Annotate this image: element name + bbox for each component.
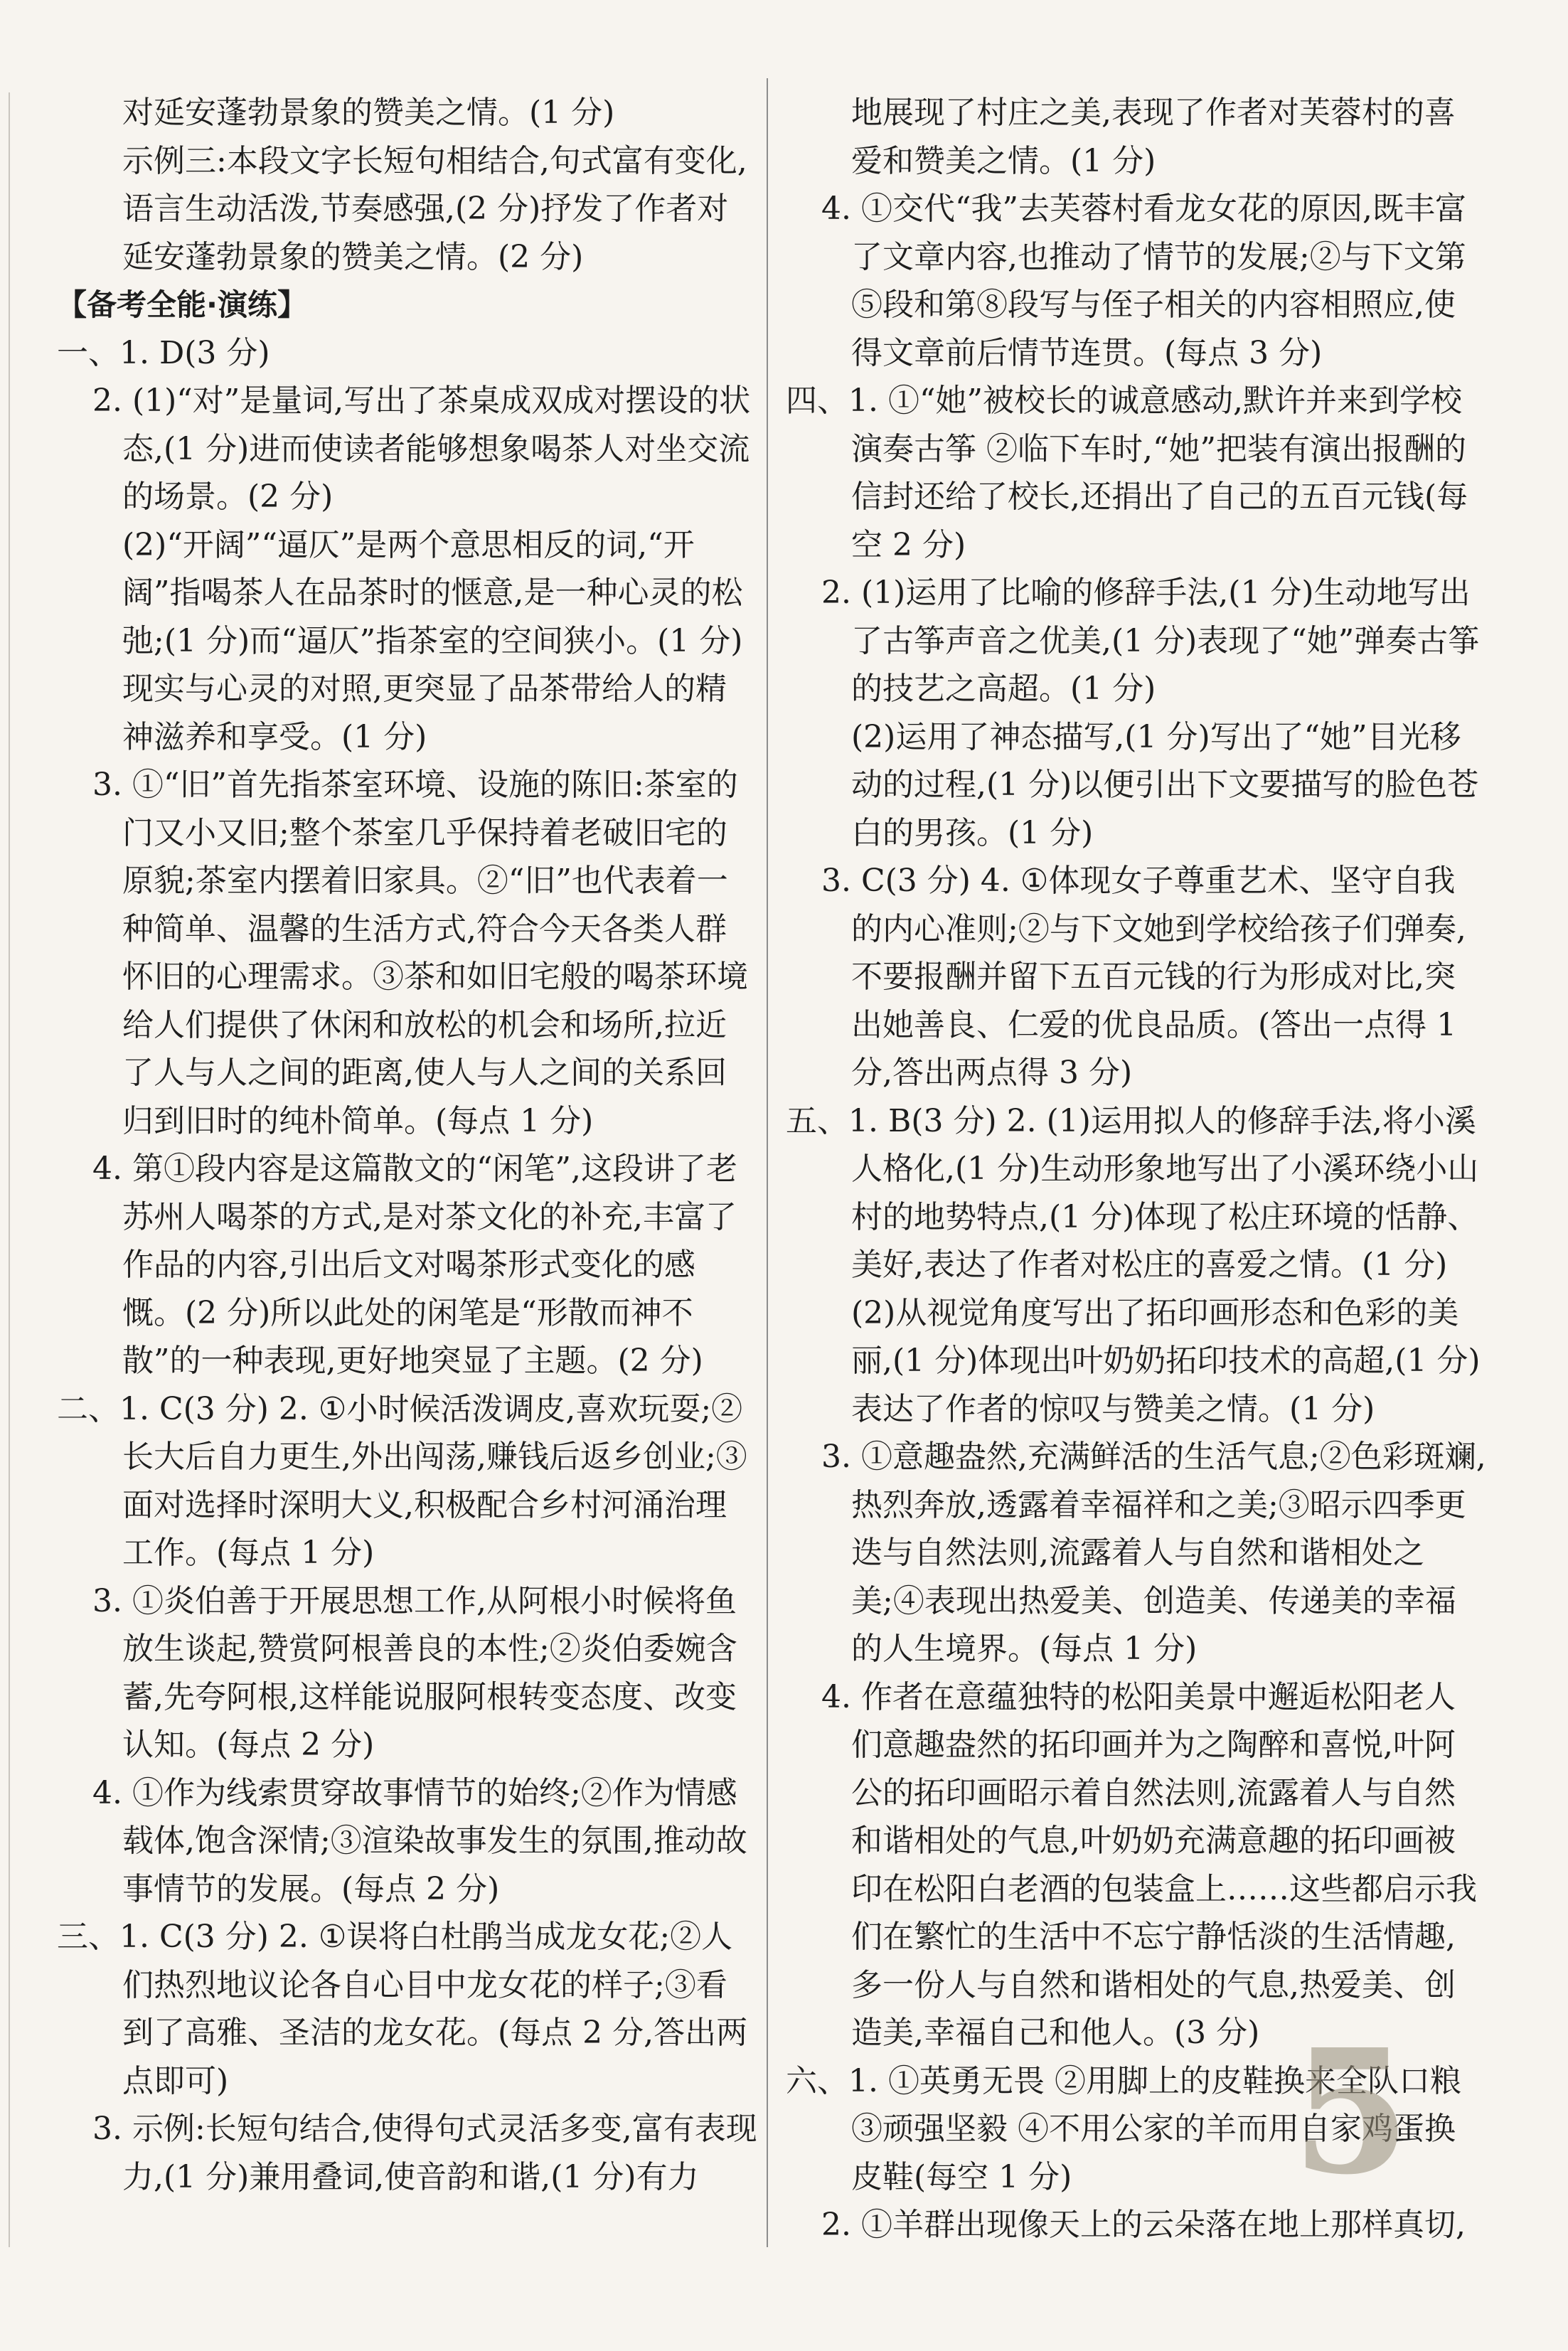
right-column [786, 89, 1486, 2249]
answer-paragraph: 五、1. B(3 分) 2. (1)运用拟人的修辞手法,将小溪人格化,(1 分)生动形象地写出了小溪环绕小山村的地势特点,(1 分)体现了松庄环境的恬静、美好,表达了作者对松庄的喜爱之情。(1 分) [786, 1102, 1479, 1283]
answer-paragraph: 2. (1)“对”是量词,写出了茶桌成双成对摆设的状态,(1 分)进而使读者能够想象喝茶人对坐交流的场景。(2 分) [92, 383, 751, 515]
answer-paragraph: 2. (1)运用了比喻的修辞手法,(1 分)生动地写出了古筝声音之优美,(1 分)表现了“她”弹奏古筝的技艺之高超。(1 分) [821, 575, 1480, 707]
answer-paragraph: 3. ①炎伯善于开展思想工作,从阿根小时候将鱼放生谈起,赞赏阿根善良的本性;②炎伯委婉含蓄,先夸阿根,这样能说服阿根转变态度、改变认知。(每点 2 分) [92, 1582, 737, 1763]
answer-paragraph: 4. ①交代“我”去芙蓉村看龙女花的原因,既丰富了文章内容,也推动了情节的发展;②与下文第⑤段和第⑧段写与侄子相关的内容相照应,使得文章前后情节连贯。(每点 3 分) [821, 191, 1466, 371]
page-edge-line [9, 92, 10, 2247]
answer-paragraph: 对延安蓬勃景象的赞美之情。(1 分) [122, 95, 615, 131]
answer-paragraph: (2)“开阔”“逼仄”是两个意思相反的词,“开阔”指喝茶人在品茶时的惬意,是一种心灵的松弛;(1 分)而“逼仄”指茶室的空间狭小。(1 分)现实与心灵的对照,更突显了品茶带给人的精神滋养和享受。(1 分) [122, 526, 743, 755]
answer-paragraph: 三、1. C(3 分) 2. ①误将白杜鹃当成龙女花;②人们热烈地议论各自心目中龙女花的样子;③看到了高雅、圣洁的龙女花。(每点 2 分,答出两点即可) [57, 1919, 748, 2099]
answer-paragraph: (2)运用了神态描写,(1 分)写出了“她”目光移动的过程,(1 分)以便引出下文要描写的脸色苍白的男孩。(1 分) [851, 718, 1479, 851]
answer-paragraph: 示例三:本段文字长短句相结合,句式富有变化,语言生动活泼,节奏感强,(2 分)抒发了作者对延安蓬勃景象的赞美之情。(2 分) [122, 142, 747, 275]
answer-paragraph: 4. 第①段内容是这篇散文的“闲笔”,这段讲了老苏州人喝茶的方式,是对茶文化的补充,丰富了作品的内容,引出后文对喝茶形式变化的感慨。(2 分)所以此处的闲笔是“形散而神不散”的一种表现,更好地突显了主题。(2 分) [92, 1151, 737, 1379]
column-divider [767, 78, 768, 2247]
answer-paragraph: 一、1. D(3 分) [57, 334, 270, 371]
page-number: 5 [1291, 2012, 1411, 2212]
answer-paragraph: 3. ①意趣盎然,充满鲜活的生活气息;②色彩斑斓,热烈奔放,透露着幸福祥和之美;③昭示四季更迭与自然法则,流露着人与自然和谐相处之美;④表现出热爱美、创造美、传递美的幸福的人生境界。(每点 1 分) [821, 1439, 1486, 1667]
answer-paragraph: 2. ①羊群出现像天上的云朵落在地上那样真切, [821, 2207, 1466, 2243]
answer-paragraph: 3. 示例:长短句结合,使得句式灵活多变,富有表现力,(1 分)兼用叠词,使音韵和谐,(1 分)有力 [92, 2111, 757, 2195]
answer-paragraph: 4. ①作为线索贯穿故事情节的始终;②作为情感载体,饱含深情;③渲染故事发生的氛围,推动故事情节的发展。(每点 2 分) [92, 1774, 747, 1907]
answer-paragraph: 地展现了村庄之美,表现了作者对芙蓉村的喜爱和赞美之情。(1 分) [851, 95, 1456, 179]
section-heading: 【备考全能·演练】 [57, 287, 307, 322]
answer-paragraph: 六、1. ①英勇无畏 ②用脚上的皮鞋换来全队口粮 ③顽强坚毅 ④不用公家的羊而用自家鸡蛋换皮鞋(每空 1 分) [786, 2062, 1461, 2195]
answer-paragraph: 3. C(3 分) 4. ①体现女子尊重艺术、坚守自我的内心准则;②与下文她到学校给孩子们弹奏,不要报酬并留下五百元钱的行为形成对比,突出她善良、仁爱的优良品质。(答出一点得 1 分,答出两点得 3 分) [821, 863, 1466, 1091]
answer-paragraph: 4. 作者在意蕴独特的松阳美景中邂逅松阳老人们意趣盎然的拓印画并为之陶醉和喜悦,叶阿公的拓印画昭示着自然法则,流露着人与自然和谐相处的气息,叶奶奶充满意趣的拓印画被印在松阳白老酒的包装盒上……这些都启示我们在繁忙的生活中不忘宁静恬淡的生活情趣,多一份人与自然和谐相处的气息,热爱美、创造美,幸福自己和他人。(3 分) [821, 1678, 1477, 2051]
answer-paragraph: 四、1. ①“她”被校长的诚意感动,默许并来到学校演奏古筝 ②临下车时,“她”把装有演出报酬的信封还给了校长,还捐出了自己的五百元钱(每空 2 分) [786, 383, 1468, 563]
left-column [57, 89, 757, 2201]
answer-paragraph: 3. ①“旧”首先指茶室环境、设施的陈旧:茶室的门又小又旧;整个茶室几乎保持着老破旧宅的原貌;茶室内摆着旧家具。②“旧”也代表着一种简单、温馨的生活方式,符合今天各类人群怀旧的心理需求。③茶和如旧宅般的喝茶环境给人们提供了休闲和放松的机会和场所,拉近了人与人之间的距离,使人与人之间的关系回归到旧时的纯朴简单。(每点 1 分) [92, 767, 748, 1139]
answer-paragraph: 二、1. C(3 分) 2. ①小时候活泼调皮,喜欢玩耍;②长大后自力更生,外出闯荡,赚钱后返乡创业;③面对选择时深明大义,积极配合乡村河涌治理工作。(每点 1 分) [57, 1390, 747, 1571]
answer-paragraph: (2)从视觉角度写出了拓印画形态和色彩的美丽,(1 分)体现出叶奶奶拓印技术的高超,(1 分)表达了作者的惊叹与赞美之情。(1 分) [851, 1294, 1481, 1427]
